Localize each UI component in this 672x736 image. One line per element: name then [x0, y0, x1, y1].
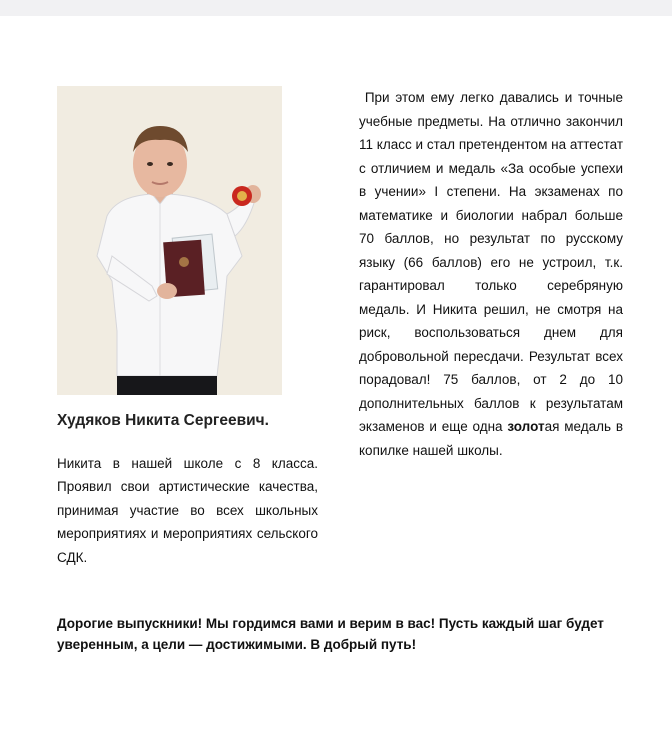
student-photo-illustration: [57, 86, 282, 395]
top-bar: [0, 0, 672, 16]
right-paragraph-bold: золот: [507, 419, 545, 434]
left-paragraph: Никита в нашей школе с 8 класса. Проявил свои артистические качества, принимая участие во всех школьных мероприятиях и мероприятиях сельского СДК.: [57, 456, 318, 565]
right-paragraph-text-part1: При этом ему легко давались и точные учебные предметы. На отлично закончил 11 класс и стал претендентом на аттестат с отличием и медаль «За особые успехи в учении» I степени. На экзаменах по математике и биологии набрал больше 70 баллов, но результат по русскому языку (66 баллов) его не устроил, т.к. гарантировал только серебряную медаль. И Никита решил, не смотря на риск, воспользоваться днем для добровольной пересдачи. Результат всех порадовал! 75 баллов, от 2 до 10 дополнительных баллов к результатам экзаменов и еще одна: [359, 90, 623, 434]
closing-message: Дорогие выпускники! Мы гордимся вами и верим в вас! Пусть каждый шаг будет уверенным, а цели — достижимыми. В добрый путь!: [57, 616, 604, 652]
right-paragraph-text-part2: ая медаль в копилке нашей школы.: [359, 419, 624, 458]
right-paragraph: [359, 86, 623, 462]
student-name: Худяков Никита Сергеевич.: [57, 412, 269, 429]
student-photo: [57, 86, 282, 395]
